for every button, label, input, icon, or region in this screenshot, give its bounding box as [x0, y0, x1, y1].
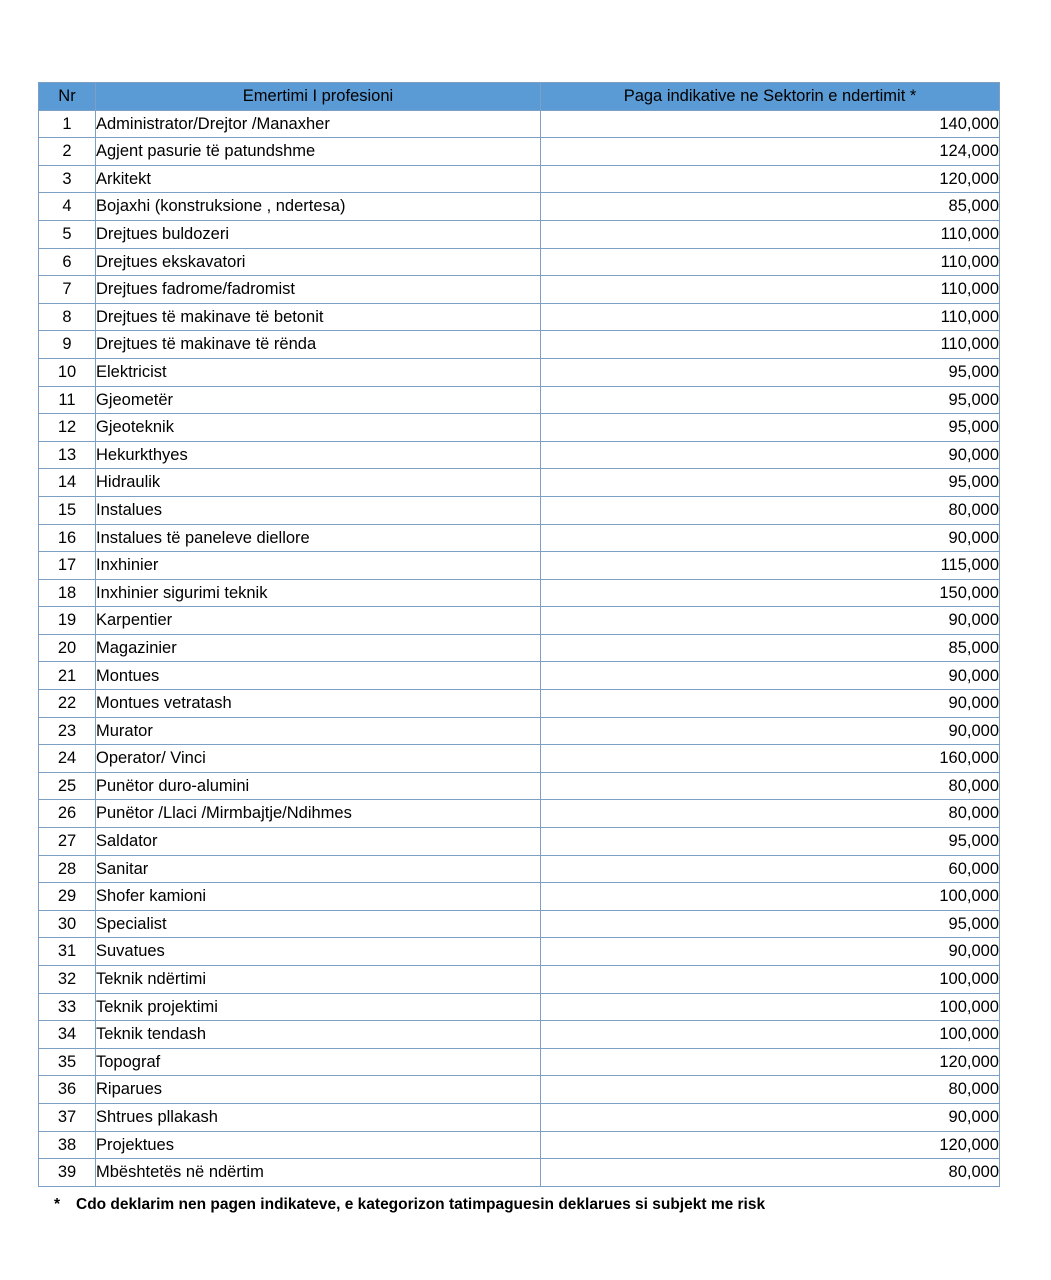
table-row: [39, 386, 1000, 414]
cell-nr: 9: [39, 331, 96, 359]
cell-salary: 80,000: [541, 496, 1000, 524]
cell-salary: 95,000: [541, 910, 1000, 938]
table-row: [39, 1159, 1000, 1187]
footnote: [38, 1196, 998, 1214]
cell-profession: Gjeometër: [96, 386, 541, 414]
cell-profession: Magazinier: [96, 634, 541, 662]
cell-salary: 110,000: [541, 248, 1000, 276]
cell-nr: 27: [39, 828, 96, 856]
table-row: [39, 496, 1000, 524]
cell-profession: Elektricist: [96, 358, 541, 386]
table-row: [39, 910, 1000, 938]
cell-salary: 95,000: [541, 828, 1000, 856]
cell-salary: 90,000: [541, 441, 1000, 469]
cell-salary: 95,000: [541, 386, 1000, 414]
table-row: [39, 193, 1000, 221]
cell-profession: Bojaxhi (konstruksione , ndertesa): [96, 193, 541, 221]
cell-profession: Arkitekt: [96, 165, 541, 193]
table-row: [39, 1021, 1000, 1049]
cell-salary: 100,000: [541, 966, 1000, 994]
cell-nr: 35: [39, 1048, 96, 1076]
cell-profession: Riparues: [96, 1076, 541, 1104]
cell-nr: 24: [39, 745, 96, 773]
cell-profession: Projektues: [96, 1131, 541, 1159]
table-row: [39, 745, 1000, 773]
cell-profession: Specialist: [96, 910, 541, 938]
table-row: [39, 772, 1000, 800]
cell-salary: 90,000: [541, 690, 1000, 718]
cell-nr: 10: [39, 358, 96, 386]
table-row: [39, 1048, 1000, 1076]
cell-profession: Teknik projektimi: [96, 993, 541, 1021]
cell-salary: 110,000: [541, 303, 1000, 331]
table-body: [39, 110, 1000, 1186]
cell-profession: Gjeoteknik: [96, 414, 541, 442]
table-row: [39, 662, 1000, 690]
cell-salary: 90,000: [541, 607, 1000, 635]
table-row: [39, 579, 1000, 607]
table-row: [39, 303, 1000, 331]
table-row: [39, 414, 1000, 442]
cell-salary: 90,000: [541, 662, 1000, 690]
cell-salary: 100,000: [541, 1021, 1000, 1049]
cell-nr: 39: [39, 1159, 96, 1187]
cell-salary: 120,000: [541, 1131, 1000, 1159]
cell-salary: 150,000: [541, 579, 1000, 607]
cell-profession: Mbështetës në ndërtim: [96, 1159, 541, 1187]
cell-salary: 110,000: [541, 276, 1000, 304]
cell-nr: 36: [39, 1076, 96, 1104]
table-row: [39, 1076, 1000, 1104]
table-row: [39, 717, 1000, 745]
cell-salary: 160,000: [541, 745, 1000, 773]
cell-profession: Operator/ Vinci: [96, 745, 541, 773]
cell-salary: 100,000: [541, 883, 1000, 911]
cell-profession: Suvatues: [96, 938, 541, 966]
cell-salary: 100,000: [541, 993, 1000, 1021]
cell-nr: 29: [39, 883, 96, 911]
cell-salary: 95,000: [541, 469, 1000, 497]
table-row: [39, 165, 1000, 193]
cell-profession: Drejtues ekskavatori: [96, 248, 541, 276]
cell-profession: Drejtues të makinave të rënda: [96, 331, 541, 359]
cell-profession: Hidraulik: [96, 469, 541, 497]
cell-profession: Agjent pasurie të patundshme: [96, 138, 541, 166]
cell-nr: 26: [39, 800, 96, 828]
table-row: [39, 993, 1000, 1021]
cell-profession: Administrator/Drejtor /Manaxher: [96, 110, 541, 138]
cell-salary: 110,000: [541, 220, 1000, 248]
cell-salary: 95,000: [541, 358, 1000, 386]
cell-nr: 31: [39, 938, 96, 966]
cell-profession: Punëtor duro-alumini: [96, 772, 541, 800]
table-row: [39, 524, 1000, 552]
cell-profession: Shtrues pllakash: [96, 1103, 541, 1131]
column-header-nr: Nr: [39, 83, 96, 111]
table-row: [39, 138, 1000, 166]
cell-nr: 7: [39, 276, 96, 304]
column-header-profession: Emertimi I profesioni: [96, 83, 541, 111]
table-row: [39, 1131, 1000, 1159]
cell-profession: Teknik ndërtimi: [96, 966, 541, 994]
table-row: [39, 690, 1000, 718]
footnote-marker: *: [53, 1196, 61, 1213]
cell-salary: 124,000: [541, 138, 1000, 166]
cell-nr: 18: [39, 579, 96, 607]
cell-profession: Shofer kamioni: [96, 883, 541, 911]
table-row: [39, 883, 1000, 911]
cell-profession: Inxhinier: [96, 552, 541, 580]
cell-profession: Montues: [96, 662, 541, 690]
table-row: [39, 276, 1000, 304]
cell-nr: 11: [39, 386, 96, 414]
cell-nr: 38: [39, 1131, 96, 1159]
cell-salary: 80,000: [541, 800, 1000, 828]
salary-table-container: [38, 82, 998, 1187]
footnote-text: Cdo deklarim nen pagen indikateve, e kategorizon tatimpaguesin deklarues si subjekt me risk: [76, 1196, 766, 1213]
cell-salary: 90,000: [541, 524, 1000, 552]
cell-salary: 90,000: [541, 717, 1000, 745]
cell-salary: 95,000: [541, 414, 1000, 442]
cell-nr: 15: [39, 496, 96, 524]
cell-profession: Saldator: [96, 828, 541, 856]
table-header-row: [39, 83, 1000, 111]
cell-profession: Drejtues buldozeri: [96, 220, 541, 248]
cell-nr: 23: [39, 717, 96, 745]
cell-profession: Montues vetratash: [96, 690, 541, 718]
table-row: [39, 855, 1000, 883]
table-row: [39, 607, 1000, 635]
cell-profession: Inxhinier sigurimi teknik: [96, 579, 541, 607]
cell-nr: 12: [39, 414, 96, 442]
cell-salary: 120,000: [541, 165, 1000, 193]
cell-nr: 3: [39, 165, 96, 193]
cell-nr: 30: [39, 910, 96, 938]
indicative-salary-table: [38, 82, 1000, 1187]
cell-salary: 120,000: [541, 1048, 1000, 1076]
cell-profession: Drejtues fadrome/fadromist: [96, 276, 541, 304]
table-row: [39, 110, 1000, 138]
cell-nr: 34: [39, 1021, 96, 1049]
cell-nr: 20: [39, 634, 96, 662]
cell-nr: 13: [39, 441, 96, 469]
cell-nr: 33: [39, 993, 96, 1021]
cell-nr: 1: [39, 110, 96, 138]
table-row: [39, 828, 1000, 856]
cell-salary: 90,000: [541, 1103, 1000, 1131]
table-row: [39, 358, 1000, 386]
cell-profession: Sanitar: [96, 855, 541, 883]
table-row: [39, 469, 1000, 497]
cell-salary: 90,000: [541, 938, 1000, 966]
cell-salary: 85,000: [541, 193, 1000, 221]
cell-salary: 80,000: [541, 1159, 1000, 1187]
cell-profession: Karpentier: [96, 607, 541, 635]
cell-salary: 85,000: [541, 634, 1000, 662]
table-row: [39, 966, 1000, 994]
table-header: [39, 83, 1000, 111]
table-row: [39, 1103, 1000, 1131]
cell-profession: Punëtor /Llaci /Mirmbajtje/Ndihmes: [96, 800, 541, 828]
cell-salary: 80,000: [541, 772, 1000, 800]
cell-nr: 4: [39, 193, 96, 221]
cell-salary: 140,000: [541, 110, 1000, 138]
cell-nr: 16: [39, 524, 96, 552]
cell-nr: 37: [39, 1103, 96, 1131]
cell-nr: 8: [39, 303, 96, 331]
table-row: [39, 248, 1000, 276]
cell-nr: 25: [39, 772, 96, 800]
cell-nr: 32: [39, 966, 96, 994]
cell-profession: Hekurkthyes: [96, 441, 541, 469]
column-header-salary: Paga indikative ne Sektorin e ndertimit *: [541, 83, 1000, 111]
table-row: [39, 552, 1000, 580]
cell-nr: 2: [39, 138, 96, 166]
cell-nr: 21: [39, 662, 96, 690]
cell-profession: Teknik tendash: [96, 1021, 541, 1049]
table-row: [39, 331, 1000, 359]
table-row: [39, 938, 1000, 966]
cell-profession: Instalues: [96, 496, 541, 524]
table-row: [39, 220, 1000, 248]
cell-salary: 60,000: [541, 855, 1000, 883]
cell-nr: 17: [39, 552, 96, 580]
cell-nr: 19: [39, 607, 96, 635]
cell-profession: Topograf: [96, 1048, 541, 1076]
cell-nr: 28: [39, 855, 96, 883]
table-row: [39, 634, 1000, 662]
cell-salary: 80,000: [541, 1076, 1000, 1104]
cell-profession: Instalues të paneleve diellore: [96, 524, 541, 552]
cell-nr: 14: [39, 469, 96, 497]
cell-profession: Murator: [96, 717, 541, 745]
cell-salary: 115,000: [541, 552, 1000, 580]
table-row: [39, 441, 1000, 469]
cell-nr: 6: [39, 248, 96, 276]
cell-nr: 22: [39, 690, 96, 718]
cell-profession: Drejtues të makinave të betonit: [96, 303, 541, 331]
cell-salary: 110,000: [541, 331, 1000, 359]
table-row: [39, 800, 1000, 828]
cell-nr: 5: [39, 220, 96, 248]
